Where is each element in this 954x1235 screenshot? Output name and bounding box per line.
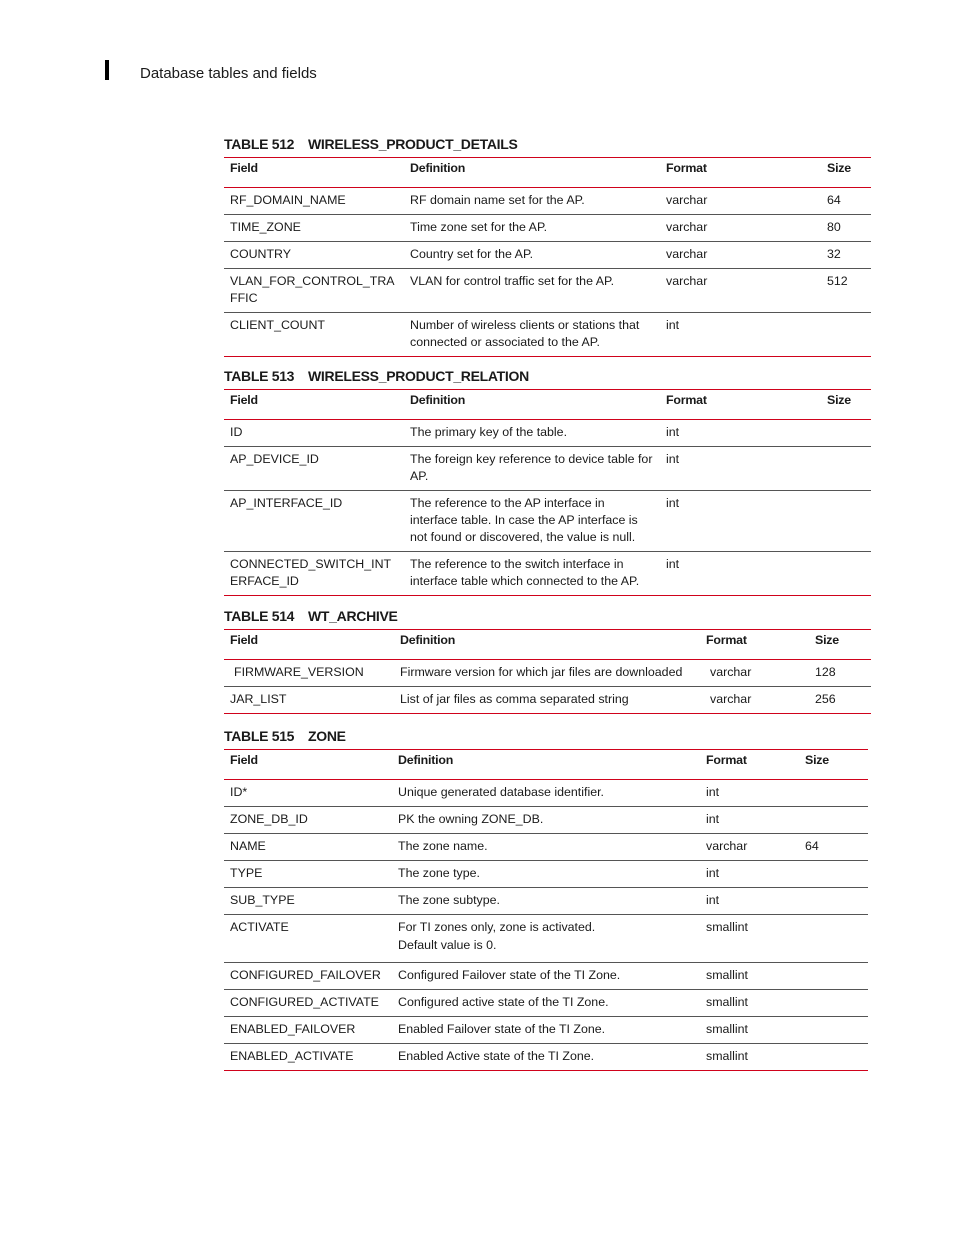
running-header: Database tables and fields xyxy=(140,65,317,82)
cell-format: smallint xyxy=(700,963,799,990)
column-header-size: Size xyxy=(799,750,868,780)
cell-definition: VLAN for control traffic set for the AP. xyxy=(404,269,660,313)
cell-size xyxy=(799,780,868,807)
table-zone xyxy=(224,749,868,1071)
table-name: ZONE xyxy=(308,728,346,744)
cell-field: TIME_ZONE xyxy=(224,215,404,242)
table-name: WT_ARCHIVE xyxy=(308,608,398,624)
cell-format: int xyxy=(660,420,821,447)
table-514-block xyxy=(224,607,871,714)
column-header-format: Format xyxy=(660,158,821,188)
table-row xyxy=(224,188,871,215)
cell-size xyxy=(799,861,868,888)
cell-format: int xyxy=(660,552,821,596)
cell-size: 32 xyxy=(821,242,871,269)
cell-size: 128 xyxy=(809,660,871,687)
cell-size: 64 xyxy=(821,188,871,215)
cell-definition: The zone type. xyxy=(392,861,700,888)
cell-field: COUNTRY xyxy=(224,242,404,269)
cell-size xyxy=(799,915,868,963)
cell-definition: RF domain name set for the AP. xyxy=(404,188,660,215)
column-header-format: Format xyxy=(700,750,799,780)
cell-size: 512 xyxy=(821,269,871,313)
table-caption xyxy=(224,135,871,153)
cell-size xyxy=(799,888,868,915)
cell-format: int xyxy=(660,313,821,357)
cell-size xyxy=(799,1017,868,1044)
column-header-definition: Definition xyxy=(392,750,700,780)
cell-field: ENABLED_ACTIVATE xyxy=(224,1044,392,1071)
cell-format: int xyxy=(660,491,821,552)
cell-definition: PK the owning ZONE_DB. xyxy=(392,807,700,834)
cell-definition: List of jar files as comma separated string xyxy=(394,687,700,714)
column-header-size: Size xyxy=(821,390,871,420)
cell-format: int xyxy=(660,447,821,491)
cell-format: varchar xyxy=(660,215,821,242)
table-row xyxy=(224,834,868,861)
cell-size xyxy=(821,313,871,357)
table-number: TABLE 514 xyxy=(224,608,295,624)
cell-size xyxy=(799,807,868,834)
cell-field: CLIENT_COUNT xyxy=(224,313,404,357)
table-513-block xyxy=(224,367,871,596)
margin-change-bar xyxy=(105,60,109,80)
table-row xyxy=(224,807,868,834)
cell-format: int xyxy=(700,861,799,888)
cell-field: VLAN_FOR_CONTROL_TRAFFIC xyxy=(224,269,404,313)
cell-format: int xyxy=(700,888,799,915)
cell-size xyxy=(821,447,871,491)
cell-definition: Enabled Failover state of the TI Zone. xyxy=(392,1017,700,1044)
table-515-block xyxy=(224,727,868,1071)
column-header-format: Format xyxy=(700,630,809,660)
cell-size: 64 xyxy=(799,834,868,861)
table-header-row xyxy=(224,630,871,660)
cell-field: ID xyxy=(224,420,404,447)
table-wireless-product-relation xyxy=(224,389,871,596)
definition-line: For TI zones only, zone is activated. xyxy=(398,920,596,934)
cell-definition: Unique generated database identifier. xyxy=(392,780,700,807)
cell-size xyxy=(821,420,871,447)
column-header-field: Field xyxy=(224,158,404,188)
cell-definition: Firmware version for which jar files are downloaded xyxy=(394,660,700,687)
cell-field: SUB_TYPE xyxy=(224,888,392,915)
table-row xyxy=(224,687,871,714)
cell-field: NAME xyxy=(224,834,392,861)
cell-field: ENABLED_FAILOVER xyxy=(224,1017,392,1044)
table-number: TABLE 513 xyxy=(224,368,295,384)
cell-field: AP_INTERFACE_ID xyxy=(224,491,404,552)
cell-size: 80 xyxy=(821,215,871,242)
cell-definition: The foreign key reference to device table for AP. xyxy=(404,447,660,491)
table-row xyxy=(224,780,868,807)
column-header-format: Format xyxy=(660,390,821,420)
cell-format: varchar xyxy=(660,269,821,313)
cell-size xyxy=(799,963,868,990)
cell-format: int xyxy=(700,780,799,807)
column-header-field: Field xyxy=(224,390,404,420)
cell-field: AP_DEVICE_ID xyxy=(224,447,404,491)
table-row xyxy=(224,552,871,596)
cell-field: ACTIVATE xyxy=(224,915,392,963)
cell-definition: The primary key of the table. xyxy=(404,420,660,447)
table-header-row xyxy=(224,750,868,780)
table-wireless-product-details xyxy=(224,157,871,357)
cell-field: ZONE_DB_ID xyxy=(224,807,392,834)
cell-field: JAR_LIST xyxy=(224,687,394,714)
cell-format: smallint xyxy=(700,1017,799,1044)
table-row xyxy=(224,915,868,963)
cell-format: smallint xyxy=(700,915,799,963)
cell-definition: Enabled Active state of the TI Zone. xyxy=(392,1044,700,1071)
cell-size xyxy=(799,990,868,1017)
table-row xyxy=(224,1017,868,1044)
cell-format: varchar xyxy=(660,242,821,269)
table-caption xyxy=(224,607,871,625)
column-header-size: Size xyxy=(809,630,871,660)
table-row xyxy=(224,242,871,269)
cell-definition: Country set for the AP. xyxy=(404,242,660,269)
cell-field: TYPE xyxy=(224,861,392,888)
column-header-size: Size xyxy=(821,158,871,188)
cell-format: varchar xyxy=(700,834,799,861)
cell-definition: The reference to the switch interface in interface table which connected to the AP. xyxy=(404,552,660,596)
table-header-row xyxy=(224,390,871,420)
cell-format: smallint xyxy=(700,990,799,1017)
table-wt-archive xyxy=(224,629,871,714)
cell-field: ID* xyxy=(224,780,392,807)
cell-definition xyxy=(392,915,700,963)
cell-format: varchar xyxy=(700,687,809,714)
column-header-definition: Definition xyxy=(394,630,700,660)
table-row xyxy=(224,861,868,888)
column-header-definition: Definition xyxy=(404,390,660,420)
table-row xyxy=(224,660,871,687)
table-row xyxy=(224,215,871,242)
column-header-definition: Definition xyxy=(404,158,660,188)
column-header-field: Field xyxy=(224,630,394,660)
cell-definition: The zone subtype. xyxy=(392,888,700,915)
cell-definition: Configured active state of the TI Zone. xyxy=(392,990,700,1017)
cell-format: varchar xyxy=(700,660,809,687)
cell-definition: Time zone set for the AP. xyxy=(404,215,660,242)
table-row xyxy=(224,420,871,447)
cell-size: 256 xyxy=(809,687,871,714)
cell-definition: Configured Failover state of the TI Zone. xyxy=(392,963,700,990)
cell-definition: The zone name. xyxy=(392,834,700,861)
table-number: TABLE 515 xyxy=(224,728,295,744)
table-row xyxy=(224,1044,868,1071)
cell-definition: The reference to the AP interface in interface table. In case the AP interface is not found or discovered, the value is null. xyxy=(404,491,660,552)
table-row xyxy=(224,963,868,990)
table-name: WIRELESS_PRODUCT_DETAILS xyxy=(308,136,518,152)
cell-size xyxy=(821,552,871,596)
table-row xyxy=(224,269,871,313)
cell-field: CONFIGURED_FAILOVER xyxy=(224,963,392,990)
table-name: WIRELESS_PRODUCT_RELATION xyxy=(308,368,529,384)
cell-format: varchar xyxy=(660,188,821,215)
table-caption xyxy=(224,727,868,745)
definition-line: Default value is 0. xyxy=(398,938,497,952)
column-header-field: Field xyxy=(224,750,392,780)
cell-definition: Number of wireless clients or stations that connected or associated to the AP. xyxy=(404,313,660,357)
table-row xyxy=(224,447,871,491)
cell-field: CONFIGURED_ACTIVATE xyxy=(224,990,392,1017)
table-caption xyxy=(224,367,871,385)
table-row xyxy=(224,888,868,915)
cell-size xyxy=(821,491,871,552)
cell-field: FIRMWARE_VERSION xyxy=(224,660,394,687)
table-header-row xyxy=(224,158,871,188)
table-number: TABLE 512 xyxy=(224,136,295,152)
cell-field: CONNECTED_SWITCH_INTERFACE_ID xyxy=(224,552,404,596)
cell-format: smallint xyxy=(700,1044,799,1071)
table-row xyxy=(224,990,868,1017)
table-row xyxy=(224,313,871,357)
table-512-block xyxy=(224,135,871,357)
cell-format: int xyxy=(700,807,799,834)
cell-size xyxy=(799,1044,868,1071)
cell-field: RF_DOMAIN_NAME xyxy=(224,188,404,215)
table-row xyxy=(224,491,871,552)
